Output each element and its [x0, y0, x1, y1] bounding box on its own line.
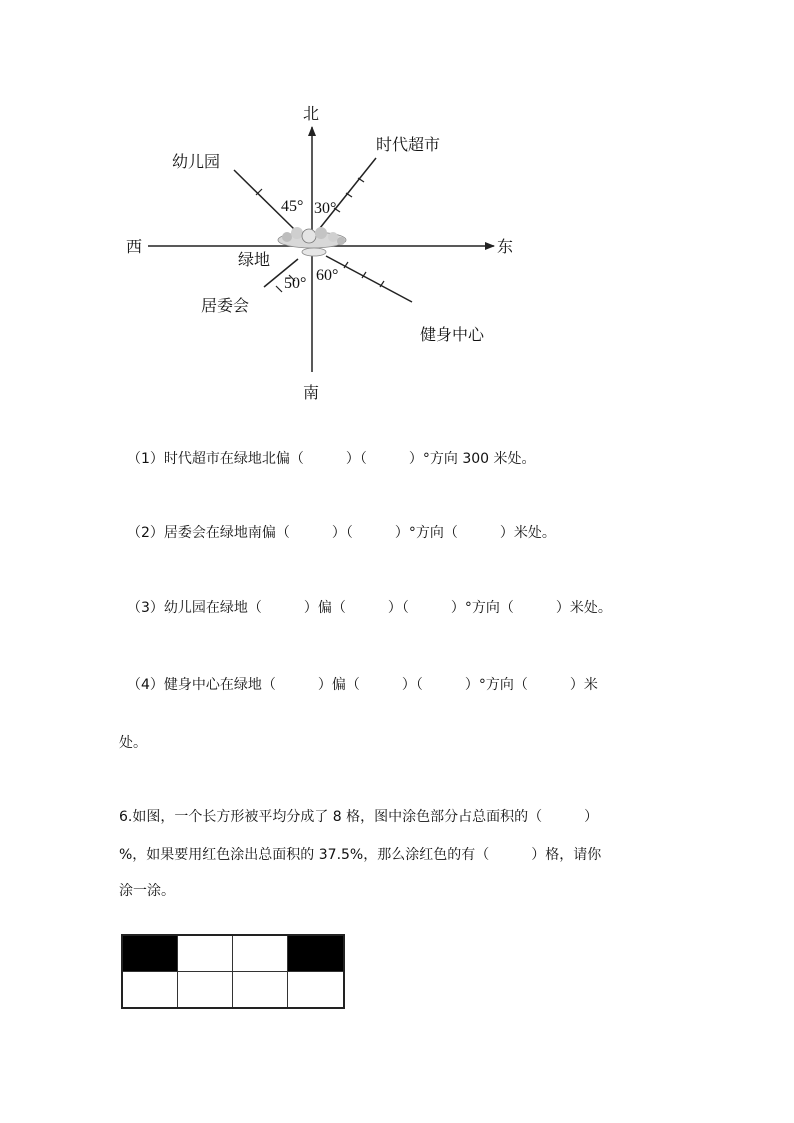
- angle-times-supermarket: 30°: [314, 200, 337, 217]
- label-times-supermarket: 时代超市: [376, 135, 441, 154]
- question-4-line-2: 处。: [119, 735, 147, 751]
- grid-cell-shaded[interactable]: [288, 936, 343, 972]
- question-6-line-3: 涂一涂。: [119, 883, 175, 899]
- grid-cell[interactable]: [233, 972, 288, 1008]
- label-kindergarten: 幼儿园: [172, 152, 221, 171]
- grid-cell[interactable]: [178, 936, 233, 972]
- grid-cell[interactable]: [233, 936, 288, 972]
- green-space-icon: [278, 227, 346, 256]
- ray-fitness-center: [326, 256, 412, 302]
- question-1: （1）时代超市在绿地北偏（ ）（ ）°方向 300 米处。: [127, 451, 536, 467]
- angle-residents-committee: 50°: [284, 275, 307, 292]
- label-east: 东: [497, 237, 514, 256]
- label-fitness-center: 健身中心: [420, 325, 485, 344]
- rectangle-grid: [121, 934, 345, 1009]
- grid-cell[interactable]: [123, 972, 178, 1008]
- label-green-space: 绿地: [238, 250, 271, 269]
- question-6-line-2: %，如果要用红色涂出总面积的 37.5%，那么涂红色的有（ ）格，请你: [119, 847, 602, 863]
- angle-fitness-center: 60°: [316, 267, 339, 284]
- ray-times-supermarket: [320, 158, 376, 228]
- angle-kindergarten: 45°: [281, 198, 304, 215]
- grid-cell-shaded[interactable]: [123, 936, 178, 972]
- question-6-line-1: 6.如图，一个长方形被平均分成了 8 格，图中涂色部分占总面积的（ ）: [119, 809, 599, 825]
- label-north: 北: [303, 104, 320, 123]
- direction-diagram: [0, 0, 794, 420]
- label-west: 西: [126, 237, 143, 256]
- question-4-line-1: （4）健身中心在绿地（ ）偏（ ）（ ）°方向（ ）米: [127, 677, 598, 693]
- grid-cell[interactable]: [178, 972, 233, 1008]
- label-south: 南: [303, 383, 320, 402]
- question-3: （3）幼儿园在绿地（ ）偏（ ）（ ）°方向（ ）米处。: [127, 600, 612, 616]
- label-residents-committee: 居委会: [201, 296, 250, 315]
- question-2: （2）居委会在绿地南偏（ ）（ ）°方向（ ）米处。: [127, 525, 556, 541]
- grid-cell[interactable]: [288, 972, 343, 1008]
